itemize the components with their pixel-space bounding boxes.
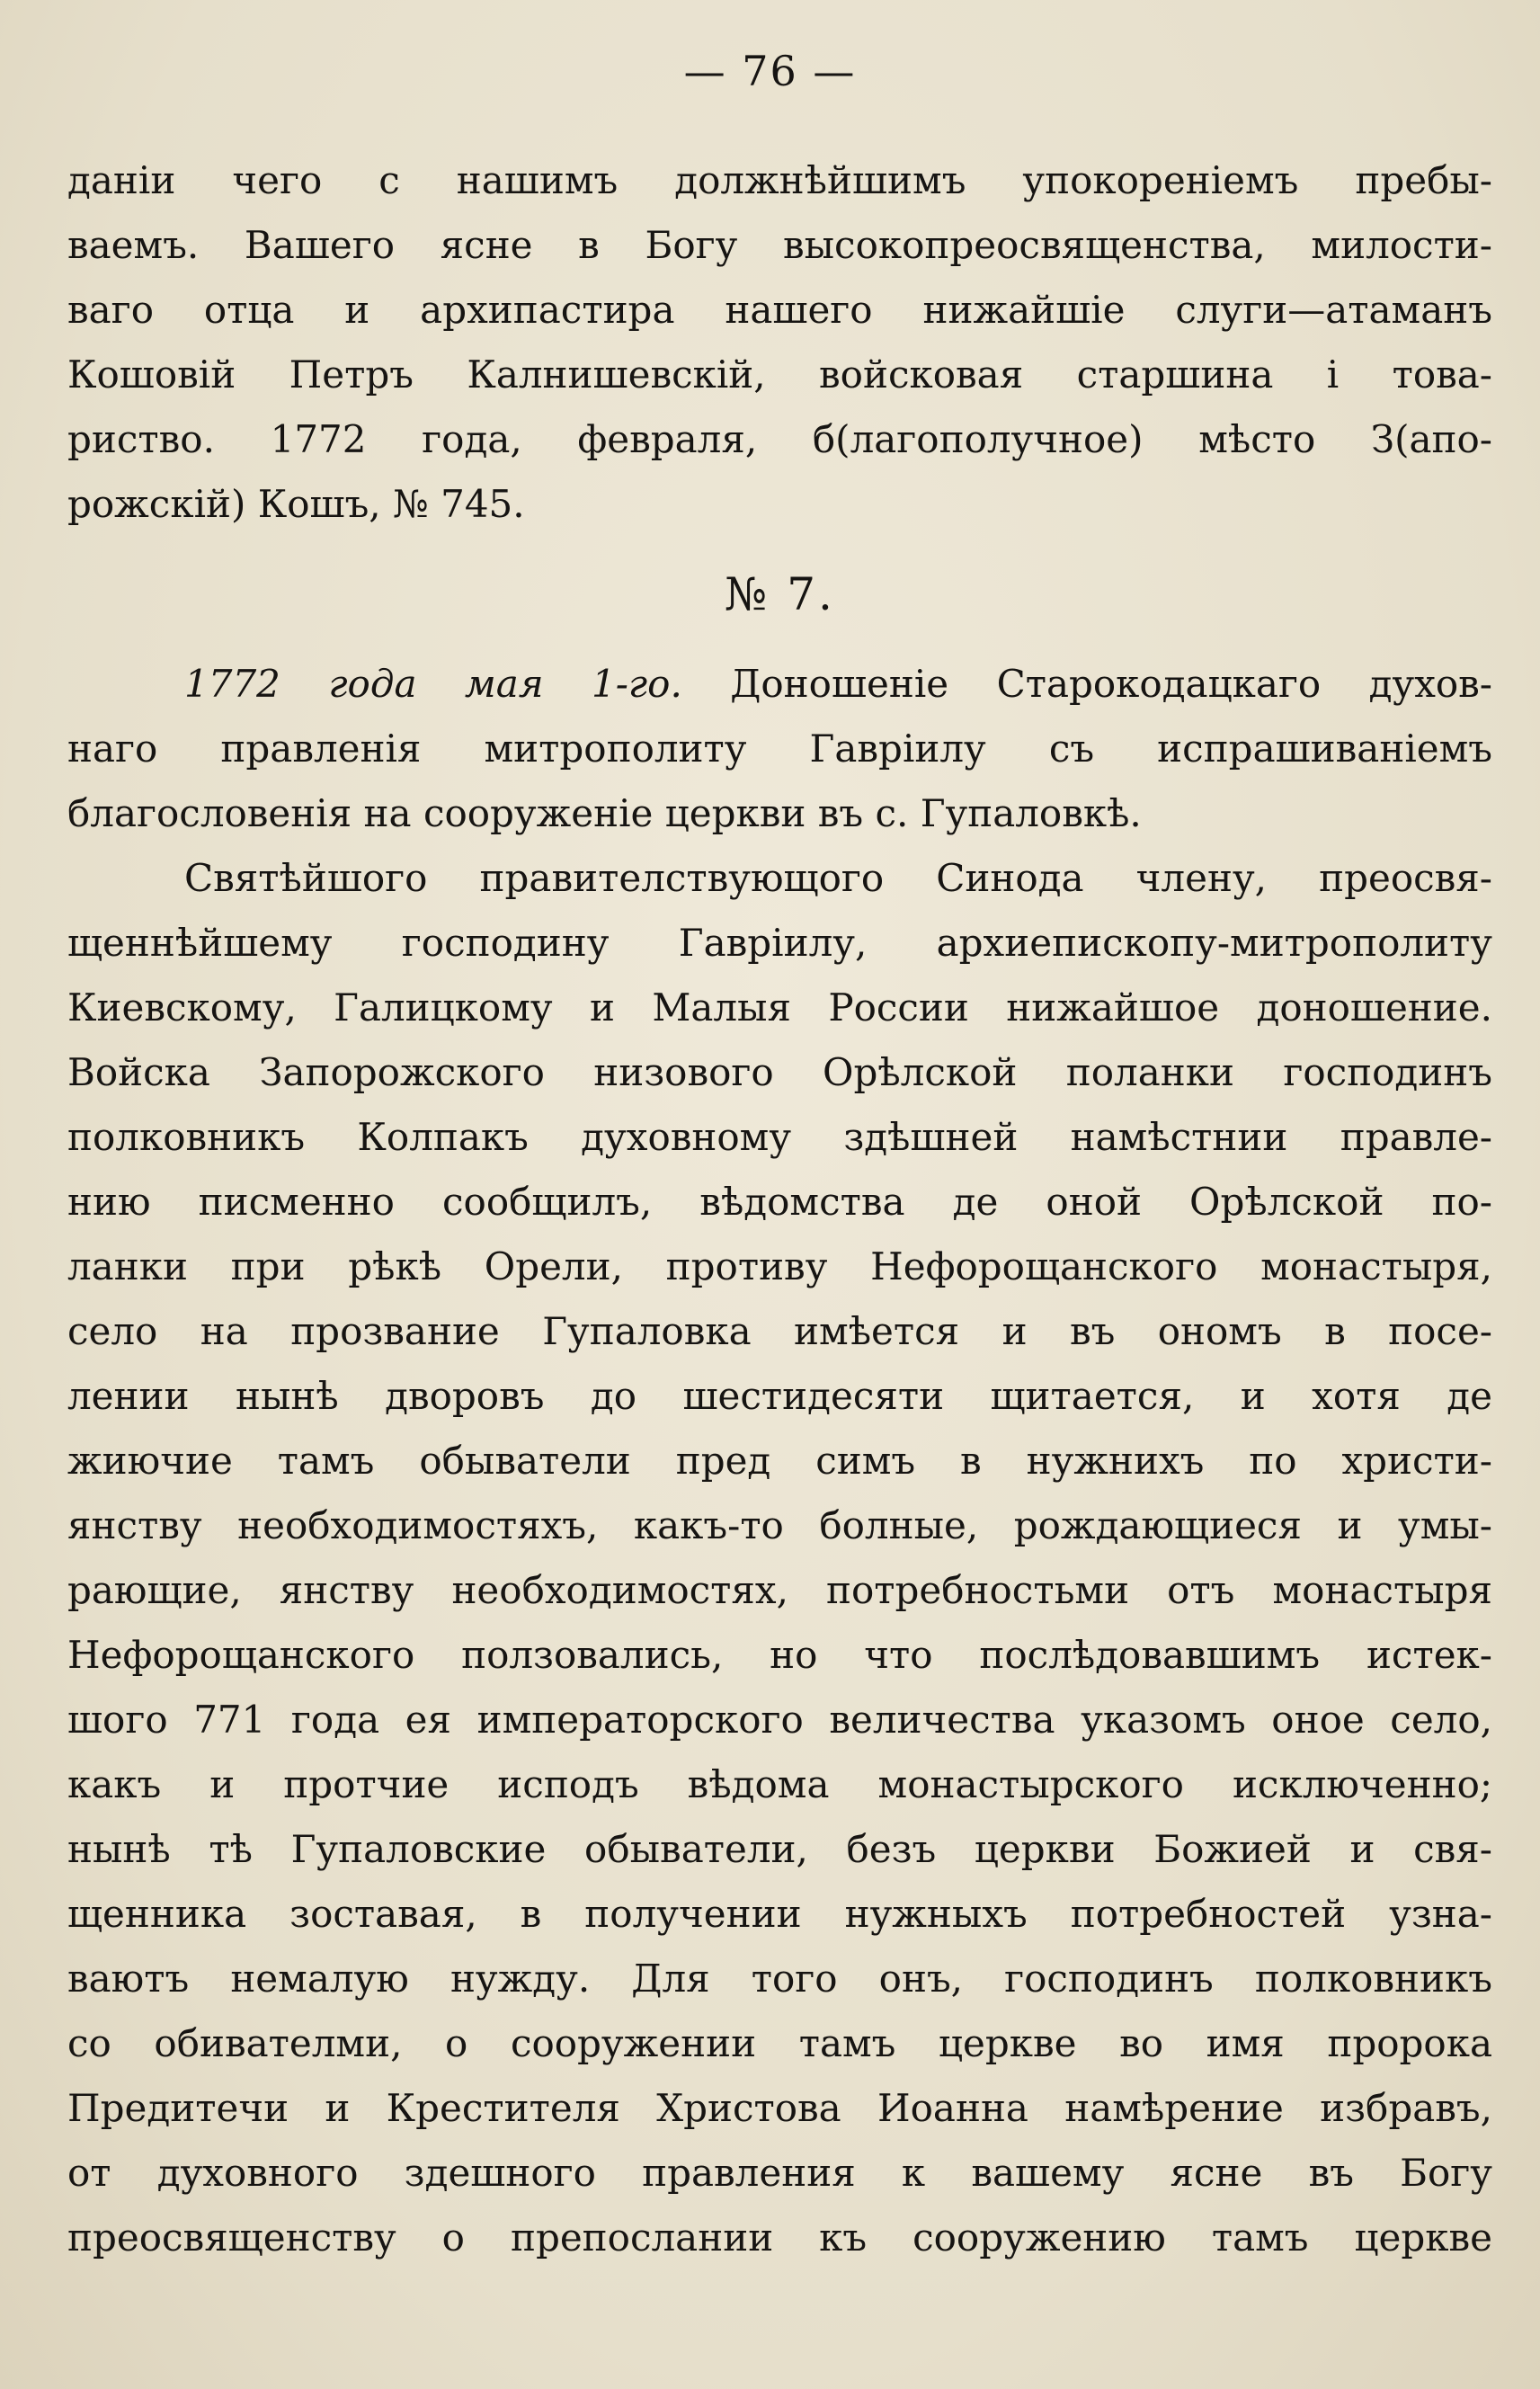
text-line: рающие, янству необходимостях, потребностьми отъ монастыря <box>67 1568 1492 1612</box>
text-line: от духовного здешного правления к вашему ясне въ Богу <box>67 2151 1492 2195</box>
section-heading: № 7. <box>725 568 835 620</box>
text-line: янству необходимостяхъ, какъ-то болные, рождающиеся и умы- <box>67 1503 1492 1547</box>
text-line: Киевскому, Галицкому и Малыя России нижайшое доношение. <box>67 985 1492 1030</box>
text-line: нынѣ тѣ Гупаловские обыватели, безъ церкви Божией и свя- <box>67 1827 1492 1871</box>
text-line: Кошовій Петръ Калнишевскій, войсковая старшина і това- <box>67 352 1492 397</box>
text-line: село на прозвание Гупаловка имѣется и въ ономъ в посе- <box>67 1309 1492 1353</box>
text-line: щенника зоставая, в получении нужныхъ потребностей узна- <box>67 1892 1492 1936</box>
text-line: полковникъ Колпакъ духовному здѣшней намѣстнии правле- <box>67 1115 1492 1159</box>
text-line: какъ и протчие исподъ вѣдома монастырского исключенно; <box>67 1762 1492 1806</box>
text-line: со обивателми, о сооружении тамъ церкве во имя пророка <box>67 2021 1492 2065</box>
text-line: нию писменно сообщилъ, вѣдомства де оной Орѣлской по- <box>67 1180 1492 1224</box>
text-line: Нефорощанского ползовались, но что послѣдовавшимъ истек- <box>67 1633 1492 1677</box>
text-line: ваемъ. Вашего ясне в Богу высокопреосвященства, милости- <box>67 223 1492 267</box>
text-line <box>67 652 1492 717</box>
document-body <box>67 846 1492 2270</box>
text-line: даніи чего с нашимъ должнѣйшимъ упокореніемъ пребы- <box>67 158 1492 202</box>
text-line: преосвященству о препослании къ сооружению тамъ церкве <box>67 2215 1492 2260</box>
text-line: лении нынѣ дворовъ до шестидесяти щитается, и хотя де <box>67 1374 1492 1418</box>
text-line: Святѣйшого правителствующого Синода члену, преосвя- <box>184 856 1492 900</box>
text-line: ваго отца и архипастира нашего нижайшіе слуги—атаманъ <box>67 288 1492 332</box>
text-line: благословенія на сооруженіе церкви въ с. Гупаловкѣ. <box>67 791 1142 835</box>
text-line: риство. 1772 года, февраля, б(лагополучное) мѣсто З(апо- <box>67 417 1492 461</box>
text-line: Войска Запорожского низового Орѣлской поланки господинъ <box>67 1050 1492 1094</box>
page-text <box>67 148 1492 2270</box>
document-summary <box>67 652 1492 846</box>
document-date: 1772 года мая 1-го. <box>184 662 682 706</box>
text-line: наго правленія митрополиту Гавріилу съ испрашиваніемъ <box>67 727 1492 771</box>
page-number: — 76 — <box>683 47 857 95</box>
text-line: шого 771 года ея императорского величества указомъ оное село, <box>67 1698 1492 1742</box>
letter-closing-paragraph <box>67 148 1492 537</box>
summary-text: Доношеніе Старокодацкаго духов- <box>730 662 1492 706</box>
text-line: жиючие тамъ обыватели пред симъ в нужнихъ по христи- <box>67 1439 1492 1483</box>
text-line: рожскій) Кошъ, № 745. <box>67 482 525 526</box>
text-line: ланки при рѣкѣ Орели, противу Нефорощанского монастыря, <box>67 1244 1492 1288</box>
text-line: щеннѣйшему господину Гавріилу, архиепископу-митрополиту <box>67 921 1492 965</box>
text-line: ваютъ немалую нужду. Для того онъ, господинъ полковникъ <box>67 1957 1492 2001</box>
text-line: Предитечи и Крестителя Христова Иоанна намѣрение избравъ, <box>67 2086 1492 2130</box>
